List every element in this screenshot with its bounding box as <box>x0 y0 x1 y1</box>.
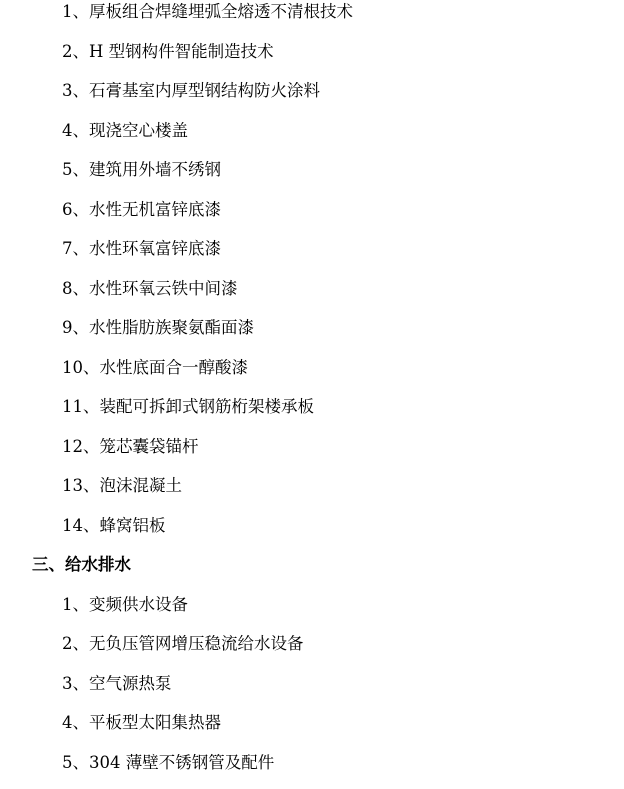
list-item: 6、水性无机富锌底漆 <box>62 199 221 219</box>
section-heading: 三、给水排水 <box>32 555 131 574</box>
list-item: 2、H 型钢构件智能制造技术 <box>62 41 274 61</box>
list-item: 8、水性环氧云铁中间漆 <box>62 278 238 298</box>
list-item: 2、无负压管网增压稳流给水设备 <box>62 634 304 653</box>
list-item: 9、水性脂肪族聚氨酯面漆 <box>62 318 254 337</box>
list-item: 13、泡沫混凝土 <box>62 476 182 495</box>
list-item: 3、石膏基室内厚型钢结构防火涂料 <box>62 81 320 100</box>
list-item: 1、变频供水设备 <box>62 594 188 614</box>
list-item: 11、装配可拆卸式钢筋桁架楼承板 <box>62 397 314 416</box>
list-item: 3、空气源热泵 <box>62 673 172 693</box>
list-item: 5、建筑用外墙不绣钢 <box>62 160 221 179</box>
list-item: 5、304 薄壁不锈钢管及配件 <box>62 752 275 772</box>
list-item: 4、平板型太阳集热器 <box>62 713 221 732</box>
list-item: 12、笼芯囊袋锚杆 <box>62 436 199 456</box>
list-item: 10、水性底面合一醇酸漆 <box>62 357 248 377</box>
list-item: 1、厚板组合焊缝埋弧全熔透不清根技术 <box>62 2 353 21</box>
list-item: 14、蜂窝铝板 <box>62 515 166 535</box>
list-item: 4、现浇空心楼盖 <box>62 120 188 140</box>
list-item: 7、水性环氧富锌底漆 <box>62 239 221 258</box>
